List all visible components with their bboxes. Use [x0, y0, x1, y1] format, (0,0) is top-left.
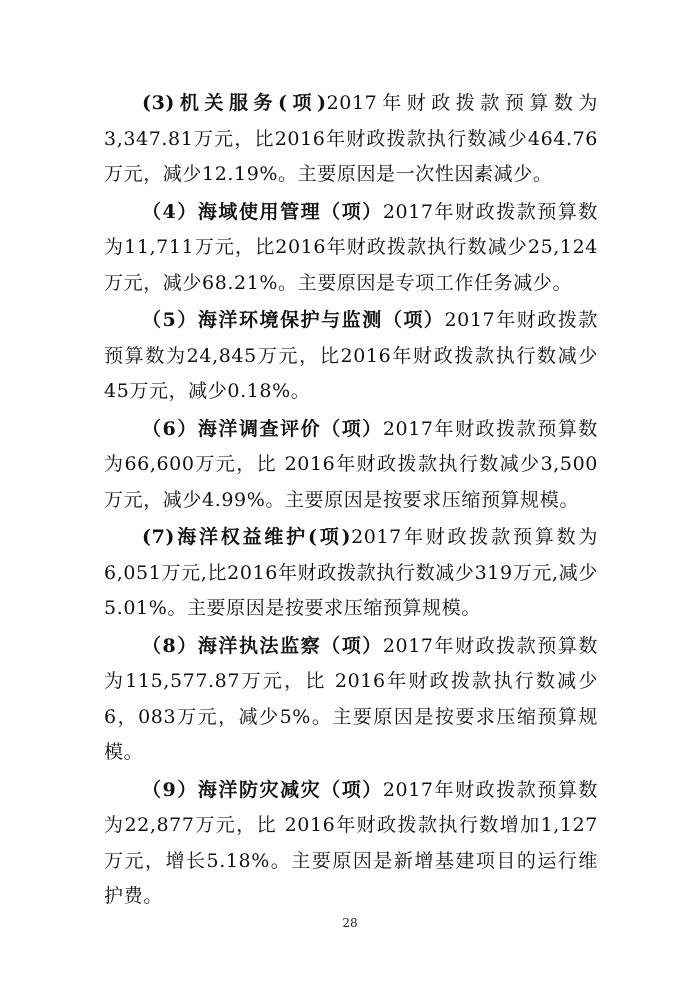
paragraph-body: 2017年财政拨款预算数为24,845万元，比2016年财政拨款执行数减少45万元，减少0.18%。: [104, 309, 598, 402]
paragraph-item-6: [104, 412, 598, 519]
paragraph-heading: （6）海洋调查评价（项）: [142, 417, 383, 440]
paragraph-heading: （9）海洋防灾减灾（项）: [142, 778, 383, 801]
paragraph-item-9: [104, 773, 598, 915]
paragraph-body: 2017年财政拨款预算数为11,711万元，比2016年财政拨款执行数减少25,124万元，减少68.21%。主要原因是专项工作任务减少。: [104, 200, 599, 294]
paragraph-heading: (3)机关服务(项): [142, 92, 327, 114]
paragraph-item-4: [104, 195, 598, 302]
paragraph-heading: (7)海洋权益维护(项): [142, 526, 352, 548]
paragraph-body: 2017年财政拨款预算数为3,347.81万元，比2016年财政拨款执行数减少464.76万元，减少12.19%。主要原因是一次性因素减少。: [104, 92, 598, 185]
paragraph-heading: （5）海洋环境保护与监测（项）: [142, 309, 445, 331]
paragraph-body: 2017年财政拨款预算数为22,877万元，比 2016年财政拨款执行数增加1,127万元，增长5.18%。主要原因是新增基建项目的运行维护费。: [104, 778, 599, 907]
paragraph-body: 2017年财政拨款预算数为66,600万元，比 2016年财政拨款执行数减少3,500万元，减少4.99%。主要原因是按要求压缩预算规模。: [104, 417, 599, 511]
page-content: [104, 86, 598, 917]
paragraph-body: 2017年财政拨款预算数为115,577.87万元，比 2016年财政拨款执行数减少6，083万元，减少5%。主要原因是按要求压缩预算规模。: [104, 634, 599, 763]
paragraph-body: 2017年财政拨款预算数为6,051万元,比2016年财政拨款执行数减少319万元,减少5.01%。主要原因是按要求压缩预算规模。: [104, 526, 598, 619]
paragraph-item-5: [104, 303, 598, 410]
paragraph-item-3: [104, 86, 598, 193]
paragraph-item-8: [104, 629, 598, 771]
page-number: 28: [342, 916, 358, 930]
paragraph-heading: （4）海域使用管理（项）: [142, 200, 383, 223]
paragraph-heading: （8）海洋执法监察（项）: [142, 634, 383, 657]
paragraph-item-7: [104, 520, 598, 627]
